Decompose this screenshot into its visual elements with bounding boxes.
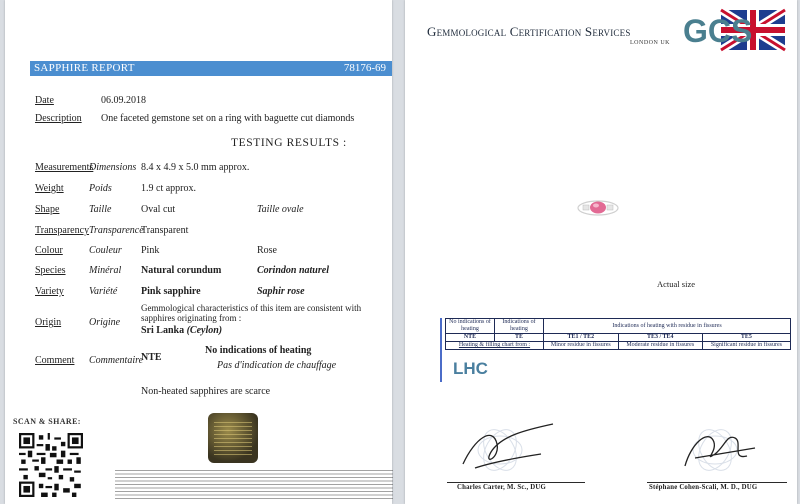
comment-value-fr: Pas d'indication de chauffage (217, 360, 337, 371)
table-side-bar (440, 318, 442, 382)
transparency-label: Transparency (35, 225, 90, 236)
species-label-fr: Minéral (89, 265, 122, 276)
origin-country: Sri Lanka (Ceylon) (141, 325, 223, 336)
signature-cohen-scali-image (655, 418, 775, 476)
signer-cohen-scali-name: Stéphane Cohen-Scali, M. D., DUG (649, 484, 758, 491)
scan-share-label: SCAN & SHARE: (13, 417, 81, 426)
residue-significant: Significant residue in fissures (702, 342, 790, 350)
comment-label-fr: Commentaire (89, 355, 144, 366)
shape-value-fr: Taille ovale (257, 204, 304, 215)
colour-value-fr: Rose (257, 245, 277, 256)
hologram-seal (208, 413, 258, 463)
measurements-value: 8.4 x 4.9 x 5.0 mm approx. (141, 162, 250, 173)
code-te12: TE1 / TE2 (544, 334, 619, 342)
weight-label: Weight (35, 183, 64, 194)
code-te5: TE5 (702, 334, 790, 342)
report-number: 78176-69 (343, 62, 386, 74)
residue-minor: Minor residue in fissures (544, 342, 619, 350)
testing-results-title: TESTING RESULTS : (231, 137, 347, 149)
comment-note: Non-heated sapphires are scarce (141, 386, 271, 397)
signature-line-2 (647, 482, 787, 483)
report-header-band (30, 61, 392, 76)
date-value: 06.09.2018 (101, 95, 146, 106)
qr-code-icon[interactable] (19, 433, 83, 497)
variety-value: Pink sapphire (141, 286, 201, 297)
shape-value: Oval cut (141, 204, 176, 215)
comment-value: No indications of heating (205, 345, 312, 356)
report-title: SAPPHIRE REPORT (34, 62, 135, 74)
heating-indications-table (445, 318, 791, 350)
company-location: LONDON UK (630, 40, 670, 46)
origin-country-paren: (Ceylon) (186, 325, 223, 336)
chart-source-label: Heating & filling chart from : (446, 342, 544, 350)
signature-line-1 (447, 482, 585, 483)
residue-moderate: Moderate residue in fissures (618, 342, 702, 350)
report-left-page (5, 0, 392, 504)
description-label: Description (35, 113, 82, 124)
origin-label: Origin (35, 317, 62, 328)
description-value: One faceted gemstone set on a ring with baguette cut diamonds (101, 113, 355, 124)
origin-text: Gemmological characteristics of this item are consistent with sapphires originating from : (141, 303, 362, 323)
shape-label-fr: Taille (89, 204, 112, 215)
species-label: Species (35, 265, 66, 276)
colour-value: Pink (141, 245, 160, 256)
svg-text:LHC: LHC (453, 359, 488, 378)
code-nte: NTE (446, 334, 495, 342)
signature-carter-image (445, 418, 565, 476)
code-te34: TE3 / TE4 (618, 334, 702, 342)
fine-print-block (115, 470, 393, 500)
colour-label: Colour (35, 245, 63, 256)
variety-label: Variety (35, 286, 64, 297)
species-value-fr: Corindon naturel (257, 265, 329, 276)
colour-label-fr: Couleur (89, 245, 122, 256)
lhc-logo (453, 357, 488, 378)
weight-value: 1.9 ct approx. (141, 183, 196, 194)
weight-label-fr: Poids (89, 183, 112, 194)
logo-letters: GCS (683, 13, 753, 49)
species-value: Natural corundum (141, 265, 222, 276)
col-heating-residue: Indications of heating with residue in fissures (544, 319, 791, 334)
comment-code: NTE (141, 352, 162, 363)
report-right-page (405, 0, 797, 504)
measurements-label: Measurements (35, 162, 94, 173)
signer-carter-name: Charles Carter, M. Sc., DUG (457, 484, 546, 491)
ring-photo (575, 196, 621, 220)
col-no-heating: No indications of heating (446, 319, 495, 334)
transparency-label-fr: Transparence (89, 225, 144, 236)
variety-label-fr: Variété (89, 286, 118, 297)
actual-size-label: Actual size (657, 279, 695, 289)
transparency-value: Transparent (141, 225, 189, 236)
comment-label: Comment (35, 355, 75, 366)
origin-label-fr: Origine (89, 317, 121, 328)
measurements-label-fr: Dimensions (89, 162, 137, 173)
date-label: Date (35, 95, 54, 106)
code-te: TE (495, 334, 544, 342)
gcs-flag-logo (681, 10, 785, 50)
variety-value-fr: Saphir rose (257, 286, 305, 297)
shape-label: Shape (35, 204, 60, 215)
col-heating: Indications of heating (495, 319, 544, 334)
company-name: Gemmological Certification Services (427, 24, 631, 39)
